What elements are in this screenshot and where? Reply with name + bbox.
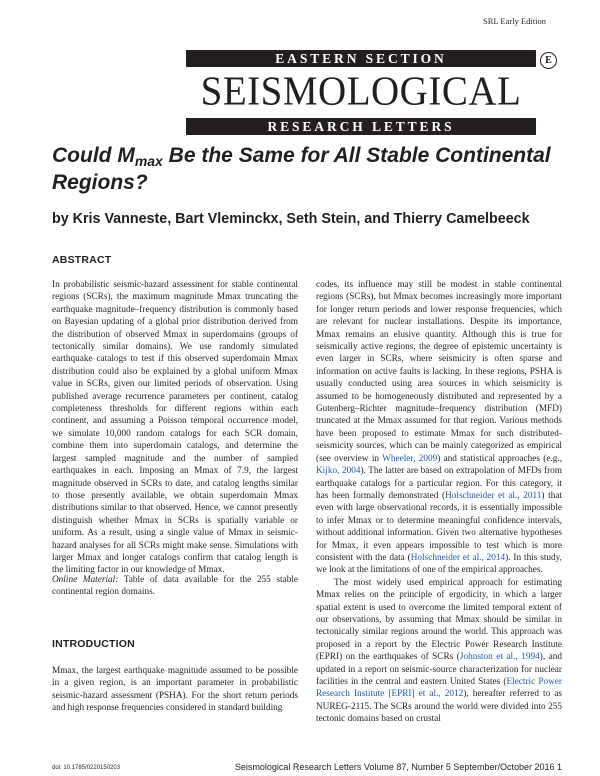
masthead-bottom-band: RESEARCH LETTERS — [186, 118, 536, 135]
introduction-body: Mmax, the largest earthquake magnitude assumed to be possible in a given region, is an important parameter in probabilistic seismic-hazard assessment (PSHA). For the short return periods and high response frequencies considered in standard building — [52, 666, 298, 714]
ref-epri-link[interactable]: Electric Power Research Institute [EPRI] et al., 2012 — [316, 677, 562, 700]
col2-paragraph-2 — [316, 577, 562, 726]
masthead-main-title: SEISMOLOGICAL — [200, 68, 522, 115]
ref-holschneider-2014-link[interactable]: Holschneider et al., 2014 — [410, 552, 506, 563]
introduction-heading: INTRODUCTION — [52, 638, 135, 650]
ref-johnston-link[interactable]: Johnston et al., 1994 — [459, 652, 540, 663]
ref-kijko-link[interactable]: Kijko, 2004 — [316, 466, 361, 477]
electronic-supplement-badge: E — [540, 52, 557, 69]
page-footer — [52, 762, 562, 774]
online-material-label: Online Material: — [52, 575, 119, 585]
journal-citation: Seismological Research Letters Volume 87, Number 5 September/October 2016 1 — [234, 762, 562, 772]
title-part1: Could M — [52, 144, 135, 167]
col2-p1-text-a: codes, its influence may still be modest in stable continental regions (SCRs), but Mmax becomes increasingly more important for longer return periods and lower response frequencies, which are relevant for nuclear installations. Despite its importance, Mmax remains an elusive quantity. Although this is true for seismically active regions, the degree of epistemic uncertainty is even larger in SCRs, where seismicity is often sparse and information on active faults is lacking. In these regions, PSHA is usually conducted using area sources in which seismicity is assumed to be homogeneously distributed and represented by a Gutenberg–Richter magnitude–frequency distribution (MFD) truncated at the Mmax assumed for that region. Various methods have been proposed to estimate Mmax for such distributed-seismicity sources, which can be mainly categorized as empirical (see overview in — [316, 280, 562, 464]
article-title — [52, 142, 552, 196]
col2-p1-text-d: ) that even with large observational records, it is essentially impossible to infer Mmax or to determine meaningful confidence intervals, without additional information. Given two alternative hypotheses for Mmax, it even appears impossible to test which is more consistent with the data ( — [316, 490, 563, 563]
col2-p2-text-b: ), and updated in a report on seismic-source characterization for nuclear facilities in the central and eastern United States ( — [316, 652, 562, 687]
col2-p1-text-b: ) and statistical approaches (e.g., — [437, 453, 563, 464]
journal-masthead — [186, 34, 536, 134]
article-authors: by Kris Vanneste, Bart Vleminckx, Seth Stein, and Thierry Camelbeeck — [52, 211, 530, 227]
title-subscript: max — [134, 153, 163, 169]
col2-p1-text-e: ). In this study, we look at the limitations of one of the empirical approaches. — [316, 552, 562, 576]
col2-p2-text-a: The most widely used empirical approach for estimating Mmax relies on the principle of ergodicity, in which a larger spatial extent is used to overcome the limited temporal extent of our observations, by assuming that Mmax should be similar in tectonically similar regions around the world. This approach was proposed in a report by the Electric Power Research Institute (EPRI) on the earthquakes of SCRs ( — [316, 577, 562, 663]
abstract-heading: ABSTRACT — [52, 254, 112, 266]
online-material-text: Table of data available for the 255 stable continental region domains. — [52, 575, 298, 598]
doi-label: doi: 10.1785/0220150203 — [52, 765, 121, 771]
ref-holschneider-2011-link[interactable]: Holschneider et al., 2011 — [445, 490, 542, 501]
ref-wheeler-link[interactable]: Wheeler, 2009 — [382, 453, 438, 464]
masthead-top-band: EASTERN SECTION — [186, 50, 536, 67]
col2-p1-text-c: ). The latter are based on extrapolation of MFDs from earthquake catalogs for a particular region. For this category, it has been formally demonstrated ( — [316, 466, 562, 501]
title-part2: Be the Same for All Stable Continental Regions? — [52, 144, 551, 194]
edition-label: SRL Early Edition — [483, 16, 546, 26]
col2-paragraph-1 — [316, 280, 562, 575]
col2-p2-text-c: ), hereafter referred to as NUREG-2115. The SCRs around the world were divided into 255 tectonic domains based on crustal — [316, 689, 562, 725]
online-material-note — [52, 574, 298, 599]
abstract-body: In probabilistic seismic-hazard assessment for stable continental regions (SCRs), the maximum magnitude Mmax truncating the earthquake magnitude–frequency distribution is commonly based on Bayesian updating of a global prior distribution derived from the distribution of observed Mmax in superdomains (groups of tectonically similar domains). We use randomly simulated earthquake catalogs to test if this observed superdomain Mmax distribution could also be explained by a global uniform Mmax value in SCRs, given our limited periods of observation. Using published average recurrence parameters per continent, catalog completeness thresholds for different regions within each continent, and assuming a Poisson temporal occurrence model, we simulate 10,000 random catalogs for each SCR domain, combine them into superdomain catalogs, and determine the largest sampled magnitude and the number of sampled earthquakes in each. Imposing an Mmax of 7.9, the largest magnitude observed in SCRs to date, and catalog lengths similar to those presently available, we obtain superdomain Mmax distributions similar to that observed. Hence, we cannot presently distinguish whether Mmax in SCRs is spatially variable or uniform. As a result, using a single value of Mmax in seismic-hazard analyses for all SCRs might make sense. Simulations with larger Mmax and longer catalogs confirm that catalog length is the limiting factor in our knowledge of Mmax. — [52, 280, 298, 576]
right-column-text — [316, 279, 562, 726]
